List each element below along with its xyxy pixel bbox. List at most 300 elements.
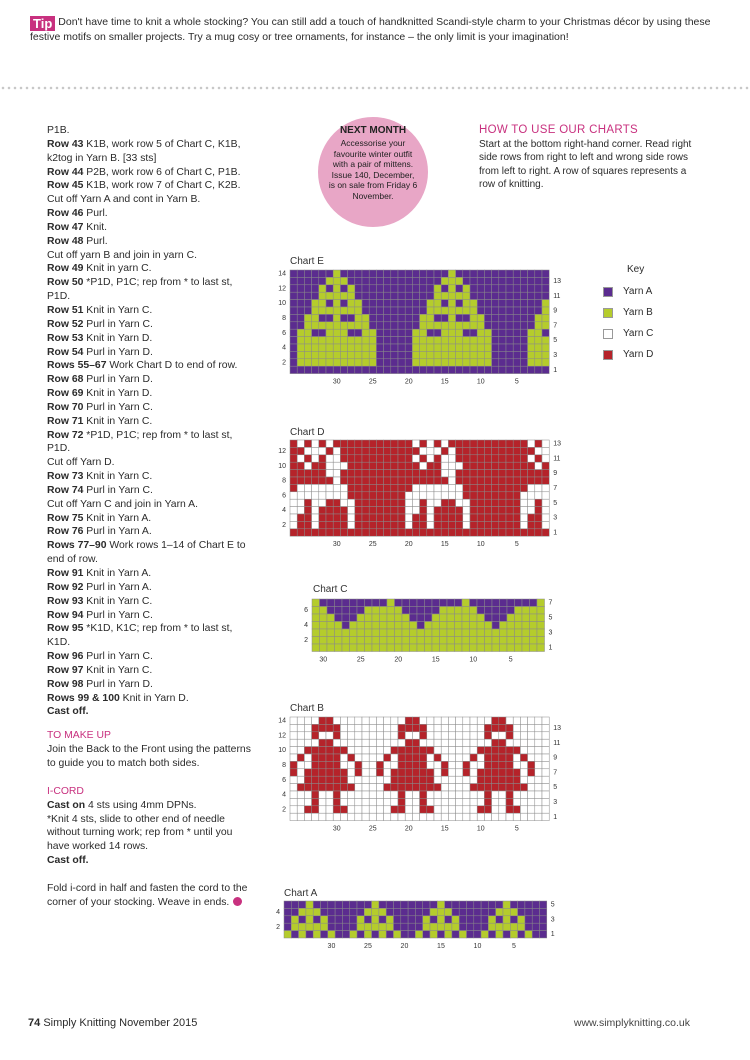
chart-cell xyxy=(470,314,477,321)
chart-cell xyxy=(369,344,376,351)
chart-cell xyxy=(477,314,484,321)
chart-cell xyxy=(430,901,437,908)
chart-cell xyxy=(520,791,527,798)
chart-cell xyxy=(304,484,311,491)
chart-cell xyxy=(513,470,520,477)
chart-cell xyxy=(448,307,455,314)
chart-cell xyxy=(462,607,470,615)
instruction-line xyxy=(47,304,252,318)
chart-cell xyxy=(535,791,542,798)
chart-cell xyxy=(362,806,369,813)
chart-cell xyxy=(528,492,535,499)
chart-cell xyxy=(297,447,304,454)
row-text: *Knit 4 sts, slide to other end of needle without turning work; rep from * until you have worked 14 rows. xyxy=(47,813,233,853)
chart-cell xyxy=(513,285,520,292)
chart-cell xyxy=(320,644,328,652)
row-tick-label: 3 xyxy=(553,514,558,522)
chart-cell xyxy=(434,806,441,813)
chart-cell xyxy=(369,462,376,469)
chart-cell xyxy=(485,622,493,630)
chart-cell xyxy=(405,776,412,783)
chart-cell xyxy=(290,521,297,528)
chart-cell xyxy=(535,455,542,462)
chart-cell xyxy=(470,724,477,731)
row-text: Knit in Yarn C. xyxy=(83,471,153,483)
chart-cell xyxy=(456,521,463,528)
chart-cell xyxy=(333,447,340,454)
row-tick-label: 4 xyxy=(276,908,280,916)
chart-cell xyxy=(425,629,433,637)
chart-cell xyxy=(447,607,455,615)
chart-cell xyxy=(477,806,484,813)
chart-cell xyxy=(425,599,433,607)
chart-cell xyxy=(394,923,401,930)
chart-cell xyxy=(528,784,535,791)
chart-cell xyxy=(434,514,441,521)
chart-cell xyxy=(355,447,362,454)
chart-cell xyxy=(477,292,484,299)
chart-cell xyxy=(297,791,304,798)
chart-cell xyxy=(518,901,525,908)
chart-cell xyxy=(304,499,311,506)
chart-cell xyxy=(432,637,440,645)
chart-cell xyxy=(350,637,358,645)
chart-cell xyxy=(312,285,319,292)
chart-cell xyxy=(290,477,297,484)
chart-cell xyxy=(520,761,527,768)
chart-cell xyxy=(448,776,455,783)
chart-cell xyxy=(348,798,355,805)
instruction-line xyxy=(47,854,252,868)
chart-cell xyxy=(432,622,440,630)
chart-cell xyxy=(326,499,333,506)
chart-cell xyxy=(520,270,527,277)
chart-cell xyxy=(333,440,340,447)
chart-cell xyxy=(499,776,506,783)
chart-cell xyxy=(319,447,326,454)
chart-cell xyxy=(427,732,434,739)
chart-cell xyxy=(420,300,427,307)
row-tick-label: 9 xyxy=(553,754,558,762)
chart-cell xyxy=(398,447,405,454)
row-label: Row 71 xyxy=(47,415,84,427)
chart-cell xyxy=(513,784,520,791)
chart-cell xyxy=(447,644,455,652)
chart-cell xyxy=(492,492,499,499)
chart-cell xyxy=(401,916,408,923)
chart-cell xyxy=(506,776,513,783)
chart-cell xyxy=(333,492,340,499)
chart-cell xyxy=(425,644,433,652)
chart-cell xyxy=(448,813,455,820)
chart-cell xyxy=(477,322,484,329)
chart-cell xyxy=(391,277,398,284)
row-tick-label: 2 xyxy=(282,359,286,367)
chart-cell xyxy=(290,732,297,739)
icord-list xyxy=(47,799,252,868)
chart-cell xyxy=(398,366,405,373)
chart-cell xyxy=(528,344,535,351)
chart-cell xyxy=(456,322,463,329)
chart-cell xyxy=(340,292,347,299)
chart-cell xyxy=(369,747,376,754)
chart-cell xyxy=(365,614,373,622)
chart-cell xyxy=(432,629,440,637)
chart-cell xyxy=(520,514,527,521)
chart-cell xyxy=(372,901,379,908)
chart-cell xyxy=(535,270,542,277)
chart-cell xyxy=(470,622,478,630)
chart-cell xyxy=(369,784,376,791)
chart-cell xyxy=(499,477,506,484)
chart-cell xyxy=(477,477,484,484)
chart-cell xyxy=(297,307,304,314)
chart-cell xyxy=(312,614,320,622)
chart-cell xyxy=(499,314,506,321)
chart-cell xyxy=(412,507,419,514)
chart-cell xyxy=(440,637,448,645)
chart-cell xyxy=(532,901,539,908)
chart-cell xyxy=(520,462,527,469)
chart-cell xyxy=(441,739,448,746)
chart-cell xyxy=(542,769,549,776)
chart-cell xyxy=(542,277,549,284)
chart-cell xyxy=(340,277,347,284)
chart-cell xyxy=(528,477,535,484)
chart-cell xyxy=(412,337,419,344)
chart-cell xyxy=(455,637,463,645)
chart-cell xyxy=(535,529,542,536)
chart-cell xyxy=(499,507,506,514)
chart-cell xyxy=(506,724,513,731)
x-tick-label: 5 xyxy=(514,541,519,549)
row-tick-label: 5 xyxy=(553,784,558,792)
chart-cell xyxy=(365,644,373,652)
chart-cell xyxy=(441,724,448,731)
chart-cell xyxy=(297,322,304,329)
chart-cell xyxy=(499,761,506,768)
chart-cell xyxy=(364,908,371,915)
chart-cell xyxy=(405,521,412,528)
key-label: Yarn D xyxy=(623,349,654,360)
chart-cell xyxy=(335,916,342,923)
chart-cell xyxy=(312,791,319,798)
chart-cell xyxy=(391,359,398,366)
chart-cell xyxy=(474,931,481,938)
chart-cell xyxy=(312,329,319,336)
chart-cell xyxy=(405,285,412,292)
chart-cell xyxy=(520,366,527,373)
chart-cell xyxy=(312,470,319,477)
chart-cell xyxy=(434,366,441,373)
chart-cell xyxy=(434,732,441,739)
chart-cell xyxy=(394,916,401,923)
chart-cell xyxy=(427,806,434,813)
chart-cell xyxy=(477,629,485,637)
chart-cell xyxy=(376,529,383,536)
chart-cell xyxy=(333,314,340,321)
chart-cell xyxy=(492,507,499,514)
chart-cell xyxy=(520,499,527,506)
chart-cell xyxy=(456,277,463,284)
chart-cell xyxy=(528,277,535,284)
x-tick-label: 25 xyxy=(368,825,377,833)
row-tick-label: 2 xyxy=(276,923,280,931)
chart-cell xyxy=(384,514,391,521)
chart-cell xyxy=(470,747,477,754)
chart-cell xyxy=(507,607,515,615)
row-label: Row 46 xyxy=(47,208,84,220)
chart-cell xyxy=(542,462,549,469)
chart-cell xyxy=(355,351,362,358)
chart-cell xyxy=(340,739,347,746)
chart-cell xyxy=(522,599,530,607)
chart-cell xyxy=(372,923,379,930)
chart-cell xyxy=(506,477,513,484)
row-tick-label: 12 xyxy=(278,732,286,740)
chart-cell xyxy=(362,529,369,536)
chart-cell xyxy=(420,769,427,776)
chart-cell xyxy=(355,761,362,768)
row-tick-label: 4 xyxy=(282,791,286,799)
chart-cell xyxy=(532,908,539,915)
chart-cell xyxy=(342,901,349,908)
chart-cell xyxy=(440,599,448,607)
chart-cell xyxy=(355,717,362,724)
chart-cell xyxy=(290,300,297,307)
chart-cell xyxy=(499,484,506,491)
instruction-line xyxy=(47,387,252,401)
chart-cell xyxy=(506,747,513,754)
chart-cell xyxy=(362,798,369,805)
chart-cell xyxy=(463,462,470,469)
chart-cell xyxy=(485,614,493,622)
chart-cell xyxy=(412,769,419,776)
chart-cell xyxy=(402,614,410,622)
row-tick-label: 7 xyxy=(553,769,558,777)
chart-cell xyxy=(448,329,455,336)
chart-cell xyxy=(320,599,328,607)
chart-cell xyxy=(542,344,549,351)
chart-cell xyxy=(477,337,484,344)
row-text: Knit in Yarn A. xyxy=(83,568,152,579)
chart-cell xyxy=(319,292,326,299)
chart-cell xyxy=(492,724,499,731)
chart-cell xyxy=(484,484,491,491)
chart-cell xyxy=(297,529,304,536)
chart-cell xyxy=(499,521,506,528)
chart-cell xyxy=(387,644,395,652)
chart-cell xyxy=(503,931,510,938)
chart-cell xyxy=(513,477,520,484)
chart-cell xyxy=(391,470,398,477)
chart-cell xyxy=(398,462,405,469)
chart-cell xyxy=(304,492,311,499)
chart-cell xyxy=(506,529,513,536)
chart-cell xyxy=(427,314,434,321)
end-bullet-icon xyxy=(233,897,242,906)
chart-cell xyxy=(319,270,326,277)
chart-cell xyxy=(470,329,477,336)
chart-cell xyxy=(355,769,362,776)
chart-cell xyxy=(520,806,527,813)
chart-cell xyxy=(379,931,386,938)
chart-cell xyxy=(405,366,412,373)
chart-cell xyxy=(369,447,376,454)
chart-cell xyxy=(513,447,520,454)
chart-cell xyxy=(297,359,304,366)
chart-cell xyxy=(420,806,427,813)
chart-cell xyxy=(297,724,304,731)
chart-cell xyxy=(376,507,383,514)
chart-cell xyxy=(357,622,365,630)
chart-cell xyxy=(462,644,470,652)
chart-cell xyxy=(441,784,448,791)
row-text: Purl in Yarn A. xyxy=(83,526,152,538)
chart-cell xyxy=(506,455,513,462)
chart-cell xyxy=(440,607,448,615)
chart-cell xyxy=(448,717,455,724)
chart-cell xyxy=(520,747,527,754)
chart-cell xyxy=(319,477,326,484)
chart-cell xyxy=(448,277,455,284)
chart-cell xyxy=(355,322,362,329)
chart-cell xyxy=(447,614,455,622)
chart-cell xyxy=(412,717,419,724)
instruction-line xyxy=(47,346,252,360)
chart-cell xyxy=(513,754,520,761)
row-tick-label: 8 xyxy=(282,761,286,769)
row-label: Row 70 xyxy=(47,401,84,413)
chart-cell xyxy=(355,292,362,299)
chart-cell xyxy=(412,344,419,351)
chart-cell xyxy=(477,359,484,366)
chart-cell xyxy=(326,277,333,284)
chart-cell xyxy=(488,923,495,930)
chart-cell xyxy=(415,931,422,938)
chart-cell xyxy=(405,784,412,791)
chart-cell xyxy=(297,300,304,307)
chart-cell xyxy=(492,314,499,321)
chart-cell xyxy=(348,307,355,314)
chart-cell xyxy=(319,784,326,791)
chart-cell xyxy=(335,901,342,908)
chart-cell xyxy=(535,292,542,299)
chart-cell xyxy=(513,300,520,307)
chart-cell xyxy=(434,492,441,499)
chart-cell xyxy=(417,644,425,652)
chart-cell xyxy=(470,366,477,373)
row-label: Row 96 xyxy=(47,651,84,663)
chart-cell xyxy=(333,359,340,366)
chart-cell xyxy=(362,477,369,484)
chart-cell xyxy=(484,514,491,521)
chart-cell xyxy=(542,270,549,277)
chart-cell xyxy=(499,739,506,746)
chart-cell xyxy=(326,344,333,351)
chart-cell xyxy=(452,916,459,923)
chart-cell xyxy=(391,292,398,299)
chart-cell xyxy=(333,307,340,314)
chart-cell xyxy=(528,285,535,292)
chart-cell xyxy=(542,761,549,768)
to-make-up-text: Join the Back to the Front using the patterns to guide you to match both sides. xyxy=(47,744,251,769)
chart-cell xyxy=(427,359,434,366)
chart-cell xyxy=(333,717,340,724)
chart-cell xyxy=(515,637,523,645)
chart-cell xyxy=(405,300,412,307)
chart-cell xyxy=(319,285,326,292)
chart-cell xyxy=(420,492,427,499)
chart-cell xyxy=(520,314,527,321)
chart-cell xyxy=(362,440,369,447)
chart-cell xyxy=(441,813,448,820)
row-text: K1B, work row 7 of Chart C, K2B. xyxy=(83,180,241,192)
row-text: Purl in Yarn D. xyxy=(83,678,153,690)
chart-cell xyxy=(369,300,376,307)
chart-cell xyxy=(434,769,441,776)
chart-cell xyxy=(456,366,463,373)
chart-cell xyxy=(355,329,362,336)
chart-cell xyxy=(398,499,405,506)
chart-cell xyxy=(463,724,470,731)
chart-cell xyxy=(412,455,419,462)
chart-cell xyxy=(423,901,430,908)
chart-cell xyxy=(405,462,412,469)
chart-cell xyxy=(456,484,463,491)
chart-cell xyxy=(355,521,362,528)
chart-cell xyxy=(434,791,441,798)
chart-cell xyxy=(513,277,520,284)
chart-cell xyxy=(304,784,311,791)
chart-cell xyxy=(319,791,326,798)
chart-cell xyxy=(362,813,369,820)
chart-cell xyxy=(412,724,419,731)
chart-cell xyxy=(503,908,510,915)
chart-cell xyxy=(440,622,448,630)
chart-cell xyxy=(369,813,376,820)
chart-cell xyxy=(513,492,520,499)
chart-cell xyxy=(542,806,549,813)
chart-cell xyxy=(484,314,491,321)
chart-cell xyxy=(376,776,383,783)
chart-cell xyxy=(506,447,513,454)
chart-cell xyxy=(405,507,412,514)
chart-cell xyxy=(420,776,427,783)
chart-cell xyxy=(384,337,391,344)
row-text: Work rows 1–14 of Chart E to end of row. xyxy=(47,540,246,566)
instruction-line xyxy=(47,193,252,207)
chart-cell xyxy=(304,329,311,336)
chart-cell xyxy=(535,307,542,314)
chart-cell xyxy=(398,285,405,292)
chart-cell xyxy=(297,514,304,521)
chart-cell xyxy=(401,931,408,938)
chart-cell xyxy=(391,300,398,307)
chart-cell xyxy=(518,923,525,930)
chart-cell xyxy=(470,322,477,329)
chart-cell xyxy=(376,806,383,813)
chart-cell xyxy=(542,732,549,739)
chart-cell xyxy=(456,732,463,739)
chart-cell xyxy=(513,455,520,462)
chart-cell xyxy=(391,717,398,724)
chart-cell xyxy=(410,637,418,645)
x-tick-label: 10 xyxy=(476,541,485,549)
chart-cell xyxy=(455,614,463,622)
chart-cell xyxy=(474,901,481,908)
chart-cell xyxy=(398,440,405,447)
